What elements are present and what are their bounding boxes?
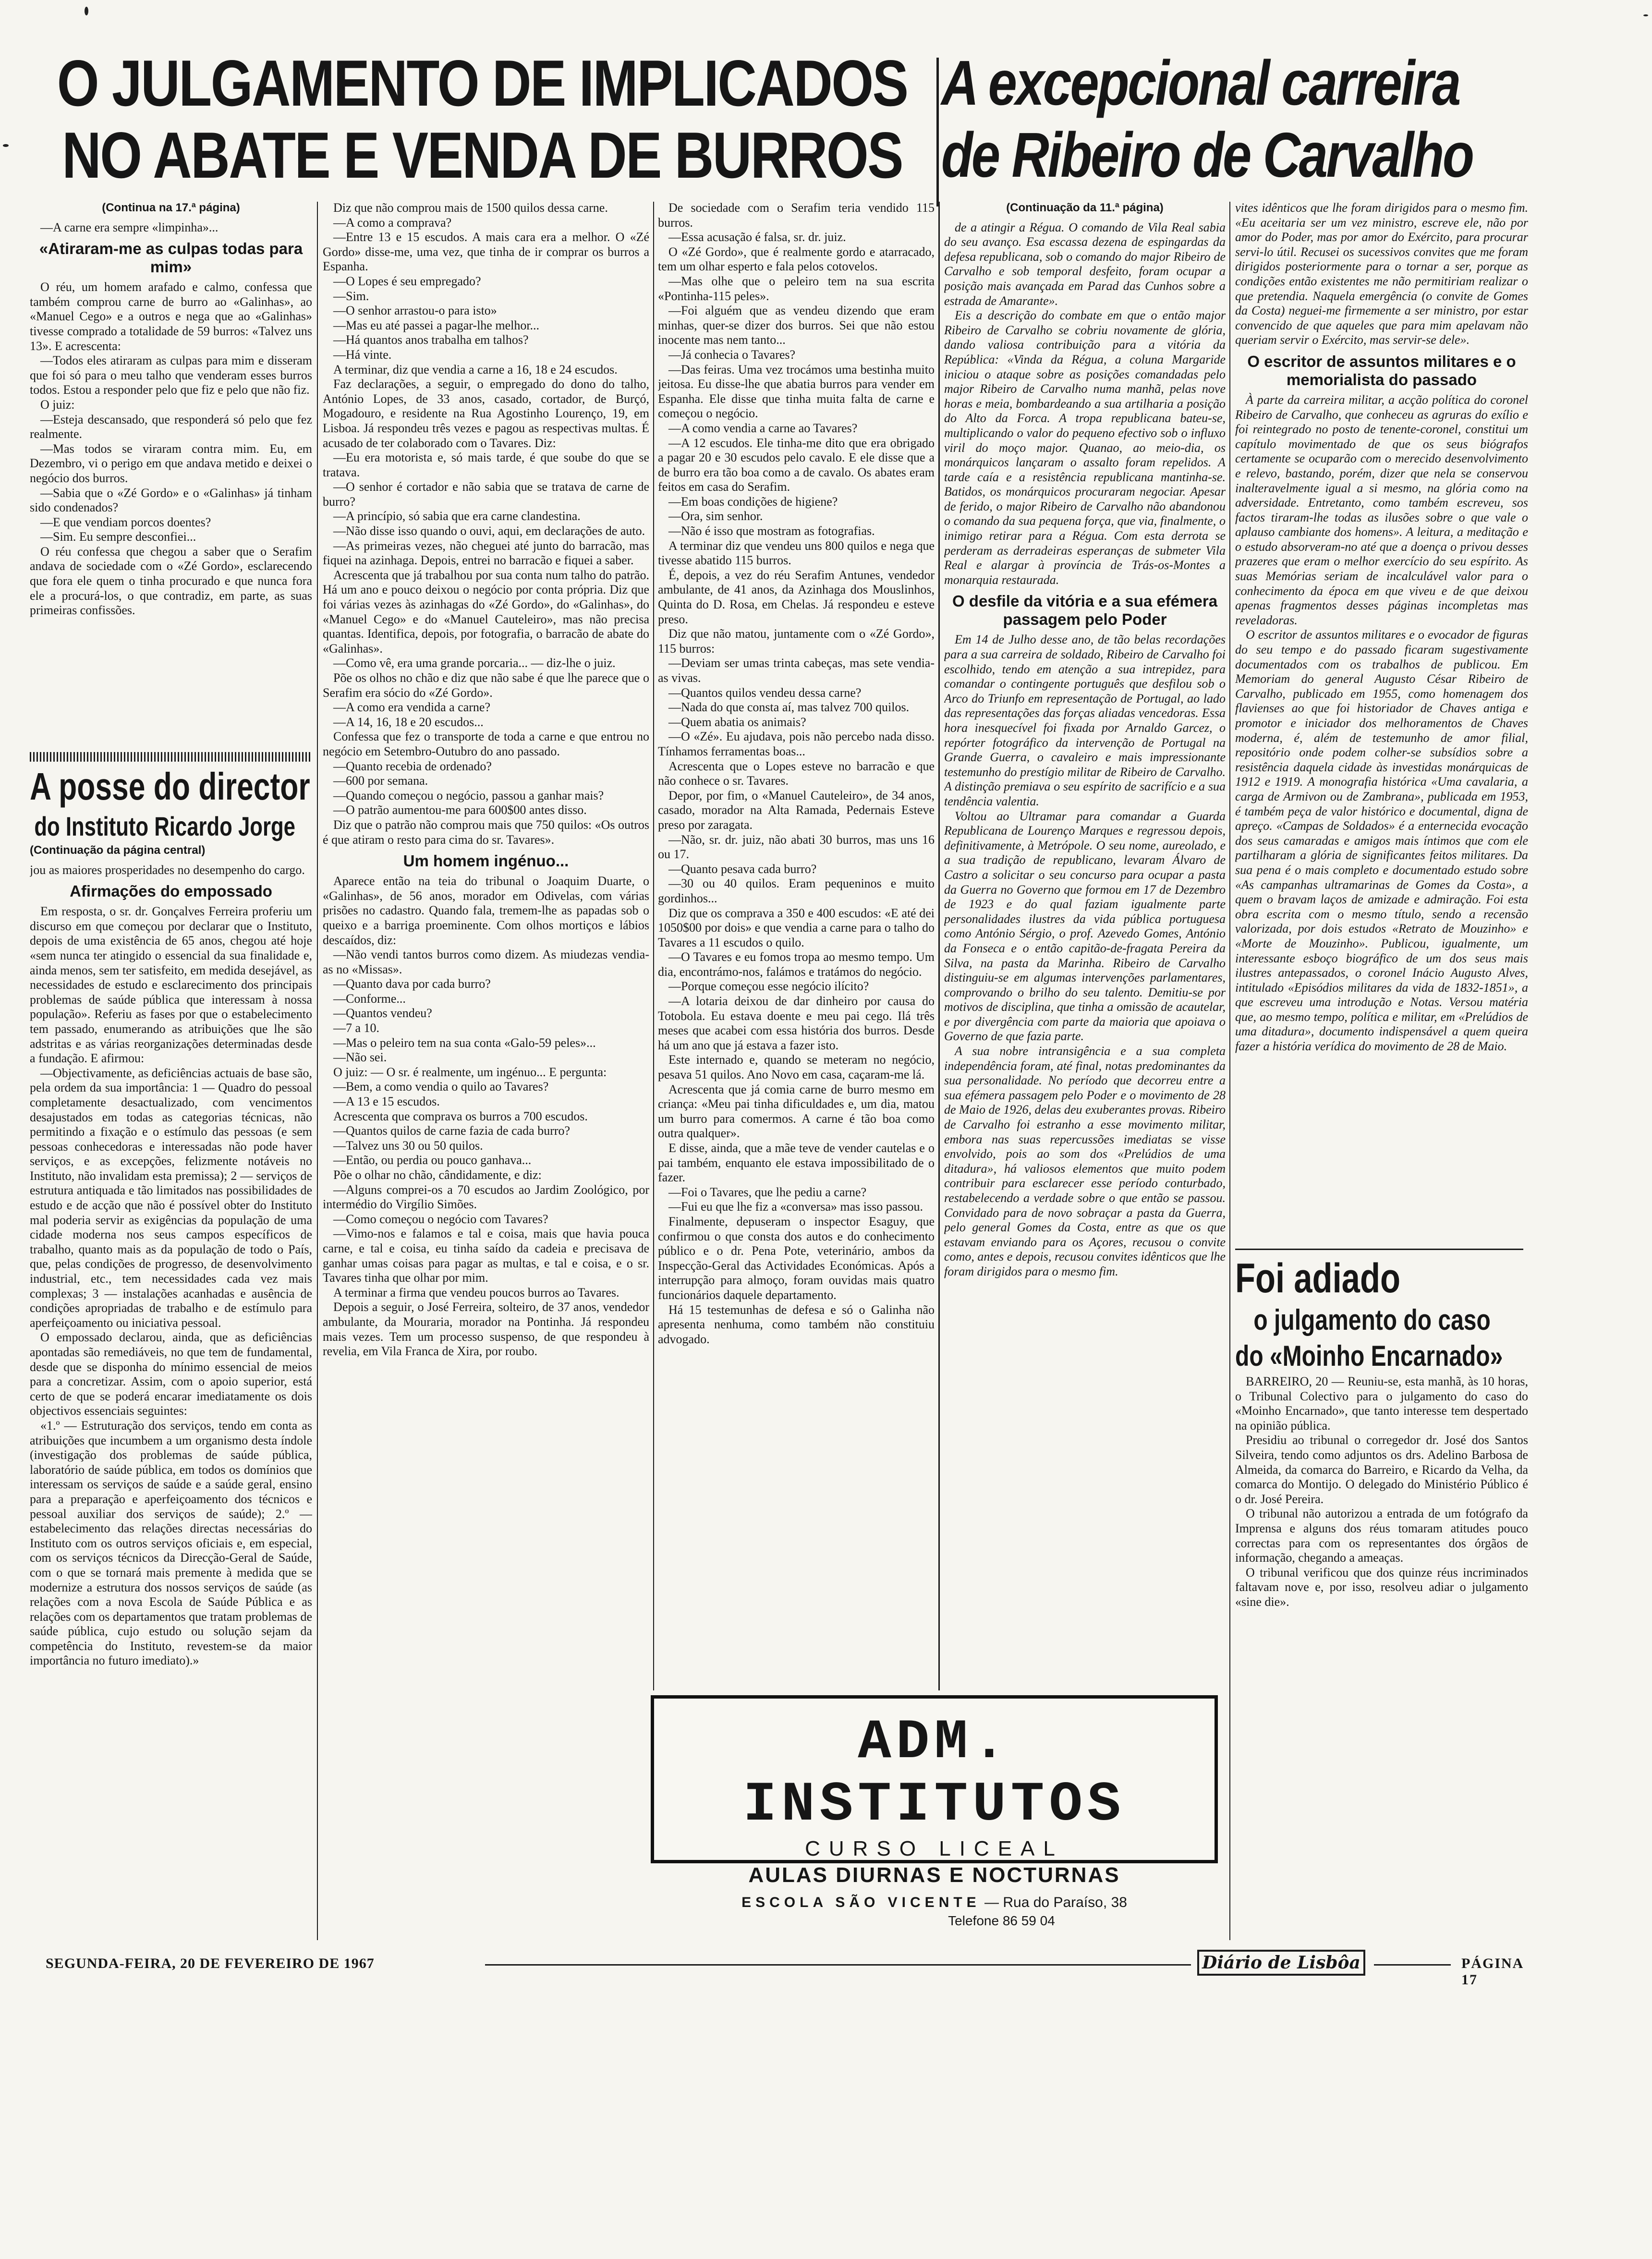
paragraph: —Quanto recebia de ordenado? bbox=[333, 759, 492, 773]
paragraph: —Mas todos se viraram contra mim. Eu, em Dezembro, vi o perigo em que andava metido e deixei o negócio dos burros. bbox=[30, 441, 312, 485]
paragraph: Diz que não matou, juntamente com o «Zé Gordo», 115 burros: bbox=[658, 627, 935, 656]
director-title-line1: A posse do director bbox=[30, 765, 310, 808]
paragraph: Aparece então na teia do tribunal o Joaquim Duarte, o «Galinhas», de 56 anos, morador em Odivelas, com várias prisões no cadastro. Quando fala, tremem-lhe as papadas sob o queixo e a barriga proeminente. Com olhos mortiços e lábios descaídos, diz: bbox=[323, 874, 649, 947]
paragraph: —Bem, a como vendia o quilo ao Tavares? bbox=[333, 1080, 549, 1094]
subheading: Afirmações do empossado bbox=[70, 882, 272, 900]
subheading: O desfile da vitória e a sua efémera passagem pelo Poder bbox=[952, 592, 1218, 629]
paragraph: Depois a seguir, o José Ferreira, solteiro, de 37 anos, vendedor ambulante, da Mouraria, morador na Pontinha. Já respondeu mais vezes. Tem um processo suspenso, de que respondeu à revelia, em Vila Franca de Xira, por roubo. bbox=[323, 1300, 649, 1359]
paragraph: —Esteja descansado, que responderá só pelo que fez realmente. bbox=[30, 412, 312, 441]
paragraph: A sua nobre intransigência e a sua completa independência foram, até final, notas predominantes da sua personalidade. No período que decorreu entre a sua efémera passagem pelo Poder e o movimento de 28 de Maio de 1926, delas deu exuberantes provas. Ribeiro de Carvalho foi estranho a esse movimento militar, embora nas suas repercussões imediatas se visse envolvido, pois ao som dos «Prelúdios de uma ditadura», há valiosos elementos que muito podem contribuir para esclarecer esse período conturbado, restabelecendo a verdade sobre o que então se passou. Convidado para de novo sobraçar a pasta da Guerra, pelo general Gomes da Costa, entre as que os que estavam enviando para os Açores, recusou o convite como, antes e depois, recusou convites idênticos que lhe foram dirigidos para o mesmo fim. bbox=[944, 1044, 1226, 1278]
paragraph: —As primeiras vezes, não cheguei até junto do barracão, mas fiquei na azinhaga. Depois, entrei no barracão e fiquei a saber. bbox=[323, 538, 649, 568]
ad-address: — Rua do Paraíso, 38 bbox=[984, 1895, 1127, 1910]
paragraph: A terminar, diz que vendia a carne a 16, 18 e 24 escudos. bbox=[333, 362, 618, 376]
paragraph: O tribunal não autorizou a entrada de um fotógrafo da Imprensa e alguns dos réus tomaram atitudes pouco correctas para com os representantes dos órgãos de informação, chegando a ameaças. bbox=[1235, 1506, 1528, 1565]
page-footer bbox=[46, 1950, 1524, 1988]
paragraph: —Como começou o negócio com Tavares? bbox=[333, 1212, 548, 1226]
paragraph: A terminar a firma que vendeu poucos burros ao Tavares. bbox=[333, 1285, 620, 1300]
paragraph: —Não é isso que mostram as fotografias. bbox=[668, 524, 875, 538]
paragraph: jou as maiores prosperidades no desempenho do cargo. bbox=[30, 862, 305, 877]
ad-school-line bbox=[654, 1893, 1215, 1913]
paragraph: Voltou ao Ultramar para comandar a Guarda Republicana de Lourenço Marques e regressou depois, definitivamente, à Metrópole. O seu nome, aureolado, e a sua tradição de republicano, levaram Álvaro de Castro a solicitar o seu concurso para ocupar a pasta da Guerra no Governo que formou em 17 de Dezembro de 1923 e do qual faziam igualmente parte personalidades ilustres da vida pública portuguesa como António Sérgio, o prof. Azevedo Gomes, António da Fonseca e o então capitão-de-fragata Pereira da Silva, na pasta da Marinha. Ribeiro de Carvalho distinguiu-se em algumas intervenções parlamentares, comprovando o brilho do seu talento. Demitiu-se por motivos de disciplina, que tinha a omissão de acautelar, e por divergência com parte da maioria que apoiava o Governo de que fazia parte. bbox=[944, 809, 1226, 1044]
subheading: O escritor de assuntos militares e o memorialista do passado bbox=[1247, 352, 1516, 389]
paragraph: —Sim. bbox=[333, 289, 369, 303]
paragraph: O escritor de assuntos militares e o evocador de figuras do seu tempo e do passado ficaram sugestivamente documentados com os trabalhos de publicou. Em Memoriam do general Augusto César Ribeiro de Carvalho, publicado em 1955, como homenagem dos flavienses ao que foi historiador de Chaves antiga e promotor e iniciador dos melhoramentos de Chaves moderna, é, além de testemunho de amor filial, repositório onde podem colher-se subsídios sobre a resistência daquela cidade às investidas monárquicas de 1912 e 1919. A monografia histórica «Uma cavalaria, a carga de Armivon ou de Zambrana», publicada em 1953, é também peça de valor histórico e documental, digna de apreço. «Campas de Soldados» é a enternecida evocação dos seus camaradas e amigos mais íntimos que com ele partilharam a glória de significantes feitos militares. Da sua pena é o mais completo e documentado estudo sobre «As campanhas ultramarinas de Gomes da Costa», a quem o bravam laços de amizade e admiração. Foi esta obra escrita com o mesmo título, sendo a recensão valorizada, por dois estudos «Retrato de Mouzinho» e «Morte de Mouzinho». Publicou, igualmente, um interessante esboço biográfico de um dos seus mais ilustres antepassados, o coronel Inácio Augusto Alves, intitulado «Episódios militares da vida de 1832-1851», a que escreveu uma introdução e Notas. Versou matéria que, ao mesmo tempo, política e militar, em «Prelúdios de uma ditadura», documento indispensável a quem queira fazer a história verídica do movimento de 28 de Maio. bbox=[1235, 628, 1528, 1054]
footer-rule bbox=[1374, 1964, 1451, 1966]
continuation-note: (Continua na 17.ª página) bbox=[102, 201, 240, 214]
column-rule bbox=[317, 202, 318, 1940]
paragraph: —A carne era sempre «limpinha»... bbox=[40, 220, 219, 234]
paragraph: —A 13 e 15 escudos. bbox=[333, 1094, 440, 1109]
subheading: Um homem ingénuo... bbox=[403, 852, 569, 870]
paragraph: —7 a 10. bbox=[333, 1021, 380, 1035]
paragraph: —Sabia que o «Zé Gordo» e o «Galinhas» já tinham sido condenados? bbox=[30, 486, 312, 515]
paragraph: —A como vendia a carne ao Tavares? bbox=[668, 421, 858, 435]
paragraph: —O senhor arrastou-o para isto» bbox=[333, 304, 497, 318]
paragraph: É, depois, a vez do réu Serafim Antunes, vendedor ambulante, de 41 anos, da Azinhaga dos Mouslinhos, Quinta do D. Rosa, em Chelas. Já respondeu e esteve preso. bbox=[658, 568, 935, 626]
paragraph: O juiz: — O sr. é realmente, um ingénuo... E pergunta: bbox=[333, 1065, 607, 1079]
main-headline-line2: NO ABATE E VENDA DE BURROS bbox=[62, 119, 903, 192]
ad-title: ADM. INSTITUTOS bbox=[743, 1711, 1126, 1836]
paragraph: —600 por semana. bbox=[333, 774, 428, 788]
paragraph: —Mas olhe que o peleiro tem na sua escrita «Pontinha-115 peles». bbox=[658, 274, 935, 303]
paragraph: Diz que os comprava a 350 e 400 escudos: «E até dei 1050$00 por dois» e que vendia a carne para o talho do Tavares a 11 escudos o quilo. bbox=[658, 906, 935, 949]
paragraph: —Há vinte. bbox=[333, 347, 392, 362]
paragraph: Acrescenta que já comia carne de burro mesmo em criança: «Meu pai tinha dificuldades e, um dia, matou um burro para comermos. A carne é tão boa como outra qualquer». bbox=[658, 1082, 935, 1141]
paragraph: Em 14 de Julho desse ano, de tão belas recordações para a sua carreira de soldado, Ribeiro de Carvalho foi escolhido, tendo em atenção a sua intrepidez, para comandar o contingente português que desfilou sob o Arco do Triunfo em representação de Portugal, ao lado das representações das forças aliadas vencedoras. Essa hora inesquecível foi fixada por Arnaldo Garcez, o repórter fotográfico da intervenção de Portugal na Grande Guerra, o cavaleiro e mais impressionante testemunho do prestígio militar de Ribeiro de Carvalho. A distinção premiava o seu espírito de sacrifício e a sua tendência valentia. bbox=[944, 632, 1226, 808]
paragraph: —Quantos vendeu? bbox=[333, 1006, 432, 1020]
continuation-note: (Continuação da página central) bbox=[30, 844, 206, 857]
paragraph: O juiz: bbox=[40, 397, 75, 412]
paragraph: —Conforme... bbox=[333, 991, 406, 1006]
adiado-title-line2: o julgamento do caso bbox=[1253, 1304, 1491, 1336]
paragraph: —Entre 13 e 15 escudos. A mais cara era a melhor. O «Zé Gordo» disse-me, uma vez, que tinha de ir comprar os burros a Espanha. bbox=[323, 230, 649, 274]
paragraph: —Não, sr. dr. juiz, não abati 30 burros, mas uns 16 ou 17. bbox=[658, 832, 935, 862]
paragraph: «1.º — Estruturação dos serviços, tendo em conta as atribuições que incumbem a um organismo desta índole (investigação dos problemas de saúde pública, laboratório de saúde pública, em todos os domínios que interessam os serviços de saúde e a saúde geral, ensino para a preparação e aperfeiçoamento dos técnicos e pessoal auxiliar dos serviços de saúde); 2.º — estabelecimento das relações directas necessárias do Instituto com os outros serviços oficiais e, em especial, com os serviços técnicos da Direcção-Geral de Saúde, com o que se tornará mais premente à medida que se modernize a estrutura dos nossos serviços de saúde (as relações com a nova Escola de Saúde Pública e as relações com os departamentos que tratam problemas de saúde pública, cujo estudo ou solução sejam da competência do Instituto, revestem-se da maior importância no futuro imediato).» bbox=[30, 1418, 312, 1668]
paragraph: —Das feiras. Uma vez trocámos uma bestinha muito jeitosa. Eu disse-lhe que abatia burros para vender em Espanha. Ele disse que tinha muita falta de carne e começou o negócio. bbox=[658, 362, 935, 421]
column-rule bbox=[653, 202, 654, 1690]
paragraph: E disse, ainda, que a mãe teve de vender cautelas e o pai também, enquanto ele estava impossibilitado de o fazer. bbox=[658, 1141, 935, 1185]
paragraph: —A princípio, só sabia que era carne clandestina. bbox=[333, 509, 581, 523]
paragraph: —Ora, sim senhor. bbox=[668, 509, 763, 523]
carvalho-headline bbox=[941, 47, 1537, 191]
carvalho-column-2 bbox=[1235, 201, 1528, 1243]
paragraph: —Foi alguém que as vendeu dizendo que eram minhas, quer-se dizer dos burros. Sei que não estou inocente mas nem tanto... bbox=[658, 304, 935, 347]
paragraph: —Quantos quilos vendeu dessa carne? bbox=[668, 685, 862, 700]
continuation-note: (Continuação da 11.ª página) bbox=[1006, 201, 1164, 214]
paragraph: —Alguns comprei-os a 70 escudos ao Jardim Zoológico, por intermédio do Virgílio Simões. bbox=[323, 1182, 649, 1212]
paragraph: O tribunal verificou que dos quinze réus incriminados faltavam nove e, por isso, resolveu adiar o julgamento «sine die». bbox=[1235, 1565, 1528, 1609]
paragraph: —Deviam ser umas trinta cabeças, mas sete vendia-as vivas. bbox=[658, 656, 935, 685]
paragraph: Este internado e, quando se meteram no negócio, pesava 51 quilos. Ano Novo em casa, caçaram-me lá. bbox=[658, 1053, 935, 1082]
paragraph: —O «Zé». Eu ajudava, pois não percebo nada disso. Tínhamos ferramentas boas... bbox=[658, 729, 935, 758]
paragraph: —Em boas condições de higiene? bbox=[668, 494, 838, 509]
paragraph: —A como era vendida a carne? bbox=[333, 700, 491, 715]
paragraph: —Mas o peleiro tem na sua conta «Galo-59 peles»... bbox=[333, 1035, 596, 1050]
paragraph: Faz declarações, a seguir, o empregado do dono do talho, António Lopes, de 33 anos, casado, cortador, de Burçó, Mogadouro, e residente na Rua Agostinho Lourenço, 19, em Lisboa. Já respondeu três vezes e pagou as respectivas multas. É acusado de ter colaborado com o Tavares. Diz: bbox=[323, 377, 649, 450]
paragraph: —Objectivamente, as deficiências actuais de base são, pela ordem da sua importância: 1 — Quadro do pessoal completamente desactualizado, com vencimentos desajustados em todas as categorias técnicas, não permitindo a fixação e o estímulo das pessoas (e sem pessoas conhecedoras e interessadas não pode haver serviços, e as excepções, felizmente notáveis no Instituto, não invalidam esta premissa); 2 — serviços de estrutura antiquada e tão limitados nas possibilidades de estudo e de acção que não é possível obter do Instituto mal poderia servir as exigências da população de uma cidade moderna nos seus campos específicos de trabalho, quanto mais as da população de todo o País, que, pelas condições de progresso, de desenvolvimento industrial, etc., tem necessidades cada vez mais complexas; 3 — instalações acanhadas e ausência de condições apropriadas de trabalho e de estímulo para aperfeiçoamento ou iniciativa pessoal. bbox=[30, 1066, 312, 1330]
paragraph: —Fui eu que lhe fiz a «conversa» mas isso passou. bbox=[668, 1200, 923, 1214]
paragraph: —Talvez uns 30 ou 50 quilos. bbox=[333, 1138, 483, 1153]
paragraph: Diz que não comprou mais de 1500 quilos dessa carne. bbox=[333, 201, 608, 215]
carvalho-column-1 bbox=[944, 201, 1226, 1685]
paragraph: BARREIRO, 20 — Reuniu-se, esta manhã, às 10 horas, o Tribunal Colectivo para o julgamento do caso do «Moinho Encarnado», que tanto interesse tem despertado na opinião pública. bbox=[1235, 1374, 1528, 1433]
ad-phone: Telefone 86 59 04 bbox=[948, 1913, 1055, 1928]
paragraph: —Porque começou esse negócio ilícito? bbox=[668, 979, 869, 994]
school-advertisement bbox=[651, 1695, 1218, 1928]
paragraph: —Vimo-nos e falamos e tal e coisa, mais que havia pouca carne, e tal e coisa, eu tinha saído da cadeia e precisava de ganhar umas coisas para pagar as multas, e tal e coisa, e o sr. Tavares tinha que olhar por mim. bbox=[323, 1227, 649, 1285]
main-headline-line1: O JULGAMENTO DE IMPLICADOS bbox=[57, 47, 908, 120]
footer-rule bbox=[485, 1964, 1191, 1966]
hatched-divider bbox=[30, 752, 312, 762]
paragraph: Confessa que fez o transporte de toda a carne e que entrou no negócio em Setembro-Outubro do ano passado. bbox=[323, 729, 649, 758]
paragraph: —Nada do que consta aí, mas talvez 700 quilos. bbox=[668, 700, 910, 715]
adiado-article bbox=[1235, 1254, 1528, 1936]
paragraph: Eis a descrição do combate em que o então major Ribeiro de Carvalho se cobriu novamente de glória, dando valiosa contribuição para a vitória da República: «Vinda da Régua, a coluna Margaride iniciou o ataque sobre as posições comandadas pelo major Ribeiro de Carvalho numa manhã, pelas nove horas e meia, bombardeando a sua artilharia a posição do Alto da Forca. A tropa republicana bateu-se, multiplicando o valor do pequeno efectivo sob o influxo viril do moço major. Quanao, ao meio-dia, os monárquicos lançaram o assalto foram repelidos. A tarde caía e a resistência republicana mantinha-se. Batidos, os monárquicos procuraram negociar. Apesar de ferido, o major Ribeiro de Carvalho não abandonou o comando da sua pequena força, que via, finalmente, o inimigo retirar para a Régua. Com esta derrota se perderam as derradeiras esperanças de submeter Vila Real e alargar à província de Trás-os-Montes a monarquia restaurada. bbox=[944, 308, 1226, 587]
main-headline bbox=[29, 47, 908, 192]
paragraph: À parte da carreira militar, a acção política do coronel Ribeiro de Carvalho, que conheceu as agruras do exílio e foi reintegrado no posto de tenente-coronel, constitui um capítulo movimentado de que os seus biógrafos certamente se ocuparão com o merecido desenvolvimento e relevo, bastando, porém, dizer que nela se conservou inalteravelmente igual a si mesmo, na glória como na adversidade. Entretanto, como também escreveu, sos factos tiraram-lhe todas as ilusões sobre o que vale o aplauso cambiante dos homens». A leitura, a meditação e o estudo absorveram-no até que a doença o privou desses prazeres que eram o melhor exercício do seu espírito. As suas Memórias seriam de incalculável valor para o conhecimento da época em que viveu e de que deixou apenas fragmentos desses páginas incompletas mas reveladoras. bbox=[1235, 392, 1528, 627]
paragraph: —Quanto dava por cada burro? bbox=[333, 977, 491, 991]
paragraph: —Eu era motorista e, só mais tarde, é que soube do que se tratava. bbox=[323, 450, 649, 479]
scan-speck bbox=[3, 144, 9, 147]
paragraph: O «Zé Gordo», que é realmente gordo e atarracado, tem um olhar esperto e fala pelos cotovelos. bbox=[658, 244, 935, 274]
paragraph: —A lotaria deixou de dar dinheiro por causa do Totobola. Eu estava doente e meu pai cego. Ilá três meses que acabei com essa história dos burros. Desde há um ano que já estava a fazer isto. bbox=[658, 994, 935, 1052]
paragraph: —Essa acusação é falsa, sr. dr. juiz. bbox=[668, 230, 846, 244]
paragraph: —O patrão aumentou-me para 600$00 antes disso. bbox=[333, 803, 587, 817]
paragraph: O empossado declarou, ainda, que as deficiências apontadas são remediáveis, no que tem de fundamental, desde que se disponha do mínimo essencial de meios para a concretizar. Assim, com o apoio superior, está certo de que se poderá encarar imediatamente os dois objectivos essenciais seguintes: bbox=[30, 1330, 312, 1418]
paragraph: —Então, ou perdia ou pouco ganhava... bbox=[333, 1153, 532, 1167]
paragraph: —A 14, 16, 18 e 20 escudos... bbox=[333, 715, 484, 729]
newspaper-brand: Diário de Lisbôa bbox=[1197, 1950, 1365, 1976]
adiado-title-line1: Foi adiado bbox=[1235, 1255, 1400, 1301]
paragraph: —Não sei. bbox=[333, 1050, 387, 1065]
paragraph: Há 15 testemunhas de defesa e só o Galinha não apresenta nenhuma, como também não constituiu advogado. bbox=[658, 1302, 935, 1346]
burros-column-1 bbox=[30, 201, 312, 748]
ad-classes: AULAS DIURNAS E NOCTURNAS bbox=[748, 1863, 1120, 1887]
paragraph: Em resposta, o sr. dr. Gonçalves Ferreira proferiu um discurso em que começou por declarar que o Instituto, depois de uma existência de 65 anos, chegou até hoje «sem nunca ter atingido o essencial da sua finalidade e, ainda menos, sem ter satisfeito, em medida desejável, as necessidades de estudo e esclarecimento dos principais problemas de saúde pública que interessam à nossa população». Referiu as fases por que o estabelecimento tem passado, enumerando as atribuições que lhe são adstritas e as várias reorganizações determinadas desde a fundação. E afirmou: bbox=[30, 904, 312, 1066]
column-rule bbox=[938, 202, 940, 1690]
paragraph: —Há quantos anos trabalha em talhos? bbox=[333, 333, 529, 347]
paragraph: —O Tavares e eu fomos tropa ao mesmo tempo. Um dia, encontrámo-nos, falámos e tratámos do negócio. bbox=[658, 950, 935, 979]
paragraph: Acrescenta que o Lopes esteve no barracão e que não conhece o sr. Tavares. bbox=[658, 759, 935, 788]
paragraph: de a atingir a Régua. O comando de Vila Real sabia do seu avanço. Esa escassa dezena de espingardas da defesa republicana, sob o comando do major Ribeiro de Carvalho e sob temporal desfeito, foram ocupar a posição mais avançada em Parad das Cunhos sobre a estrada de Amarante». bbox=[944, 220, 1226, 308]
director-article bbox=[30, 764, 312, 1931]
paragraph: —Quantos quilos de carne fazia de cada burro? bbox=[333, 1124, 571, 1138]
paragraph: O réu confessa que chegou a saber que o Serafim andava de sociedade com o «Zé Gordo», esclarecendo que fora ele quem o tinha procurado e que nunca fora ele a procurá-los, o que contradiz, em parte, as suas primeiras confissões. bbox=[30, 544, 312, 618]
paragraph: —Quem abatia os animais? bbox=[668, 715, 806, 729]
paragraph: —Quanto pesava cada burro? bbox=[668, 862, 817, 876]
adiado-title-line3: do «Moinho Encarnado» bbox=[1235, 1340, 1503, 1372]
paragraph: Diz que o patrão não comprou mais que 750 quilos: «Os outros é que atiram o resto para cima do sr. Tavares». bbox=[323, 817, 649, 847]
subheading: «Atiraram-me as culpas todas para mim» bbox=[39, 240, 303, 276]
paragraph: —E que vendiam porcos doentes? bbox=[40, 515, 211, 529]
paragraph: Põe os olhos no chão e diz que não sabe é que lhe parece que o Serafim era sócio do «Zé Gordo». bbox=[323, 671, 649, 700]
paragraph: Acrescenta que já trabalhou por sua conta num talho do patrão. Há um ano e pouco deixou o negócio por conta própria. Diz que foi várias vezes às azinhagas do «Zé Gordo», do «Galinhas», do «Manuel Cego» e do «Manuel Cauteleiro», mas não precisa quantas. Identifica, depois, por fotografia, o barracão de abate do «Galinhas». bbox=[323, 568, 649, 656]
paragraph: —Quando começou o negócio, passou a ganhar mais? bbox=[333, 788, 604, 802]
headline-divider bbox=[936, 58, 939, 206]
paragraph: Presidiu ao tribunal o corregedor dr. José dos Santos Silveira, tendo como adjuntos os drs. Adelino Barbosa de Almeida, da comarca do Barreiro, e Ricardo da Velha, da comarca do Montijo. O delegado do Ministério Público é o dr. José Pereira. bbox=[1235, 1433, 1528, 1506]
issue-date: SEGUNDA-FEIRA, 20 DE FEVEREIRO DE 1967 bbox=[46, 1955, 375, 1971]
scan-speck bbox=[85, 7, 88, 15]
paragraph: —Não disse isso quando o ouvi, aqui, em declarações de auto. bbox=[333, 524, 645, 538]
paragraph: —Foi o Tavares, que lhe pediu a carne? bbox=[668, 1185, 867, 1199]
paragraph: —O senhor é cortador e não sabia que se tratava de carne de burro? bbox=[323, 480, 649, 509]
paragraph: —O Lopes é seu empregado? bbox=[333, 274, 481, 288]
paragraph: —Mas eu até passei a pagar-lhe melhor... bbox=[333, 318, 540, 332]
paragraph: vites idênticos que lhe foram dirigidos para o mesmo fim. «Eu aceitaria ser um vez ministro, escreve ele, não por amor do Poder, mas por amor do Exército, para procurar servi-lo útil. Recusei os sucessivos convites que me foram dirigidos posteriormente para o tornar a ser, porque as condições então existentes me não permitiriam realizar o que pretendia. Naquela emergência (o convite de Gomes da Costa) neguei-me firmemente a ser ministro, por estar convencido de que aqueles que para mim apelavam não queriam servir o Exército, mas servir-se dele». bbox=[1235, 201, 1528, 347]
carvalho-headline-line2: de Ribeiro de Carvalho bbox=[941, 120, 1473, 190]
paragraph: —Todos eles atiraram as culpas para mim e disseram que foi só para o meu talho que venderam esses burros todos. Estou a responder pelo que fiz e pelo que não fiz. bbox=[30, 353, 312, 397]
burros-column-2 bbox=[323, 201, 649, 1930]
burros-column-3 bbox=[658, 201, 935, 1685]
page-number: PÁGINA 17 bbox=[1461, 1955, 1523, 1988]
paragraph: Depor, por fim, o «Manuel Cauteleiro», de 34 anos, casado, morador na Alta Ramada, Pedernais Esteve preso por zaragata. bbox=[658, 788, 935, 832]
paragraph: De sociedade com o Serafim teria vendido 115 burros. bbox=[658, 201, 935, 230]
paragraph: —A 12 escudos. Ele tinha-me dito que era obrigado a pagar 20 e 30 escudos pelo cavalo. E ele disse que a de burro era tão boa como a de cavalo. Os abates eram feitos em casa do Serafim. bbox=[658, 436, 935, 494]
paragraph: A terminar diz que vendeu uns 800 quilos e nega que tivesse abatido 115 burros. bbox=[658, 538, 935, 568]
paragraph: —Não vendi tantos burros como dizem. As miudezas vendia-as no «Missas». bbox=[323, 947, 649, 976]
paragraph: Finalmente, depuseram o inspector Esaguy, que confirmou o que consta dos autos e do conhecimento público e o dr. Pena Pote, veterinário, ambos da Inspecção-Geral das Actividades Económicas. Após a interrupção para almoço, foram ouvidas mais quatro funcionários daquele departamento. bbox=[658, 1214, 935, 1302]
director-title-line2: do Instituto Ricardo Jorge bbox=[34, 811, 295, 841]
paragraph: —Sim. Eu sempre desconfiei... bbox=[40, 530, 196, 544]
ad-school: ESCOLA SÃO VICENTE bbox=[741, 1895, 981, 1910]
paragraph: —Como vê, era uma grande porcaria... — diz-lhe o juiz. bbox=[333, 656, 616, 670]
paragraph: Acrescenta que comprava os burros a 700 escudos. bbox=[333, 1109, 588, 1123]
section-divider bbox=[1235, 1249, 1523, 1250]
column-rule bbox=[1229, 202, 1230, 1940]
paragraph: Põe o olhar no chão, cândidamente, e diz: bbox=[333, 1168, 542, 1182]
scan-speck bbox=[1643, 14, 1648, 16]
paragraph: O réu, um homem arafado e calmo, confessa que também comprou carne de burro ao «Galinhas», ao «Manuel Cego» e a outros e nega que ao «Galinhas» tivesse comprado a totalidade de 59 burros: «Talvez uns 13». E acrescenta: bbox=[30, 280, 312, 353]
paragraph: —A como a comprava? bbox=[333, 215, 452, 230]
paragraph: —Já conhecia o Tavares? bbox=[668, 347, 796, 362]
carvalho-headline-line1: A excepcional carreira bbox=[941, 48, 1460, 118]
ad-subtitle: CURSO LICEAL bbox=[805, 1837, 1064, 1860]
paragraph: —30 ou 40 quilos. Eram pequeninos e muito gordinhos... bbox=[658, 876, 935, 905]
